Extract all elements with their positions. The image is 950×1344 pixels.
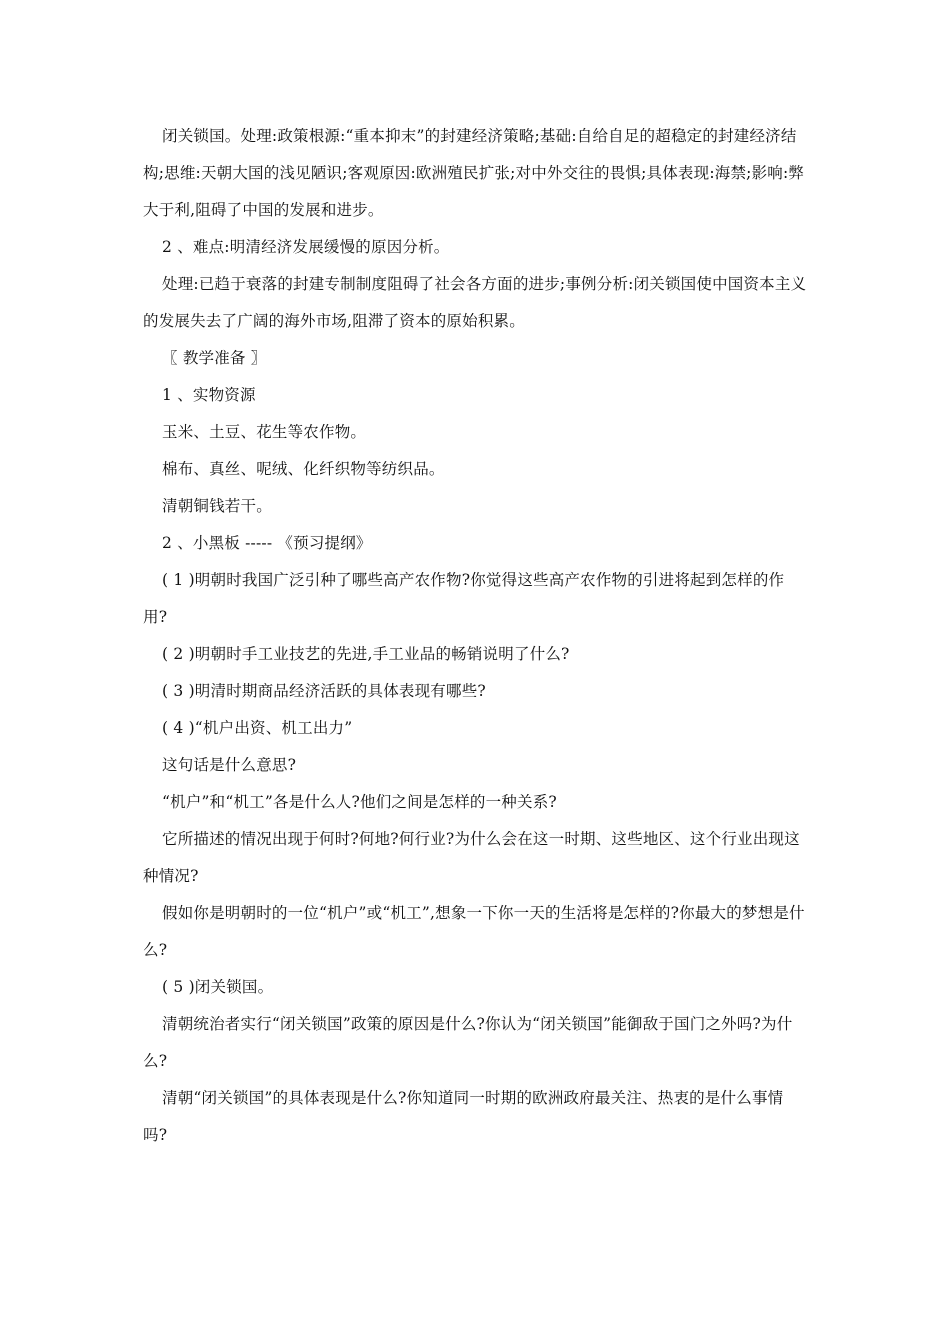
paragraph-crops: 玉米、土豆、花生等农作物。 (162, 423, 367, 441)
paragraph-difficulty-heading: 2 、难点:明清经济发展缓慢的原因分析。 (162, 238, 450, 256)
question-4-sub-2: “机户”和“机工”各是什么人?他们之间是怎样的一种关系? (162, 793, 557, 811)
question-2: ( 2 )明朝时手工业技艺的先进,手工业品的畅销说明了什么? (162, 645, 570, 663)
document-body (143, 118, 807, 1154)
paragraph-blackboard: 2 、小黑板 ----- 《预习提纲》 (162, 534, 372, 552)
question-4-sub-3: 它所描述的情况出现于何时?何地?何行业?为什么会在这一时期、这些地区、这个行业出现这种情况? (143, 830, 800, 885)
paragraph-difficulty-handling: 处理:已趋于衰落的封建专制制度阻碍了社会各方面的进步;事例分析:闭关锁国使中国资本主义的发展失去了广阔的海外市场,阻滞了资本的原始积累。 (143, 275, 807, 330)
question-5-sub-1: 清朝统治者实行“闭关锁国”政策的原因是什么?你认为“闭关锁国”能御敌于国门之外吗?为什么? (143, 1015, 793, 1070)
question-4: ( 4 )“机户出资、机工出力” (162, 719, 353, 737)
paragraph-textiles: 棉布、真丝、呢绒、化纤织物等纺织品。 (162, 460, 445, 478)
paragraph-closed-door-handling: 闭关锁国。处理:政策根源:“重本抑末”的封建经济策略;基础:自给自足的超稳定的封建经济结构;思维:天朝大国的浅见陋识;客观原因:欧洲殖民扩张;对中外交往的畏惧;具体表现:海禁;影响:弊大于利,阻碍了中国的发展和进步。 (143, 127, 805, 219)
question-5-sub-2: 清朝“闭关锁国”的具体表现是什么?你知道同一时期的欧洲政府最关注、热衷的是什么事情吗? (143, 1089, 784, 1144)
paragraph-coins: 清朝铜钱若干。 (162, 497, 272, 515)
question-5: ( 5 )闭关锁国。 (162, 978, 274, 996)
question-1: ( 1 )明朝时我国广泛引种了哪些高产农作物?你觉得这些高产农作物的引进将起到怎样的作用? (143, 571, 785, 626)
section-heading-teaching-prep: 〖 教学准备 〗 (162, 349, 267, 367)
question-4-sub-1: 这句话是什么意思? (162, 756, 297, 774)
question-3: ( 3 )明清时期商品经济活跃的具体表现有哪些? (162, 682, 486, 700)
question-4-sub-4: 假如你是明朝时的一位“机户”或“机工”,想象一下你一天的生活将是怎样的?你最大的梦想是什么? (143, 904, 805, 959)
paragraph-physical-resources: 1 、实物资源 (162, 386, 256, 404)
